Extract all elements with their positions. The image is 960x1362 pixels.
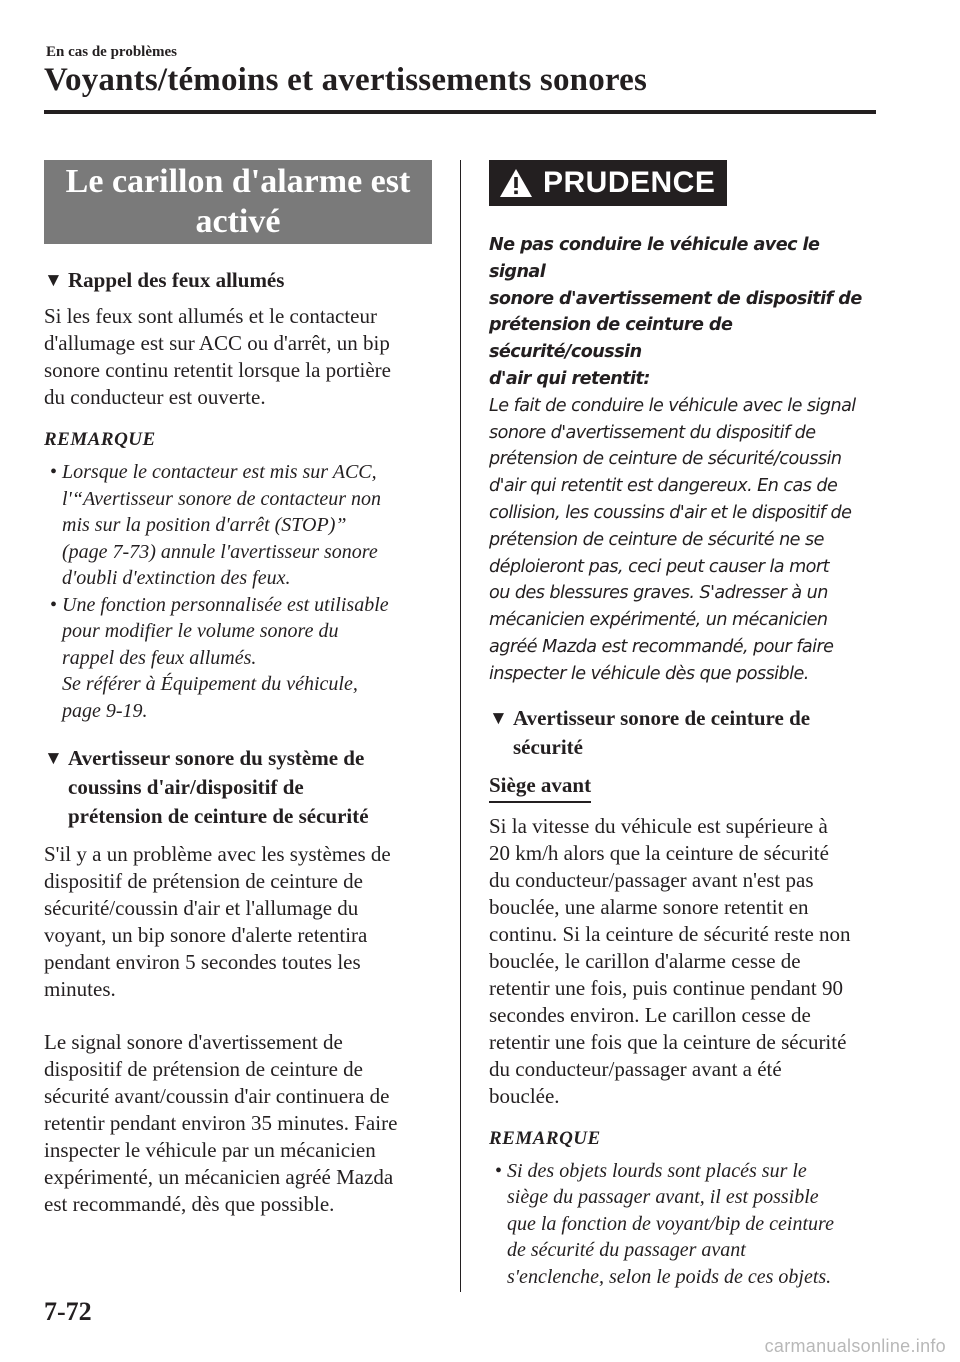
section-title-line: activé [195,203,281,240]
warning-triangle-icon [499,168,533,198]
warning-label: PRUDENCE [543,166,716,199]
text-line: bouclée, une alarme sonore retentit en [489,894,809,919]
watermark: carmanualsonline.info [764,1336,946,1356]
text-line: secondes environ. Le carillon cesse de [489,1002,811,1027]
text-line: d'oubli d'extinction des feux. [62,567,291,589]
page-number: 7-72 [44,1297,92,1326]
warning-bold-line: Ne pas conduire le véhicule avec le signal [489,235,820,282]
text-line: bouclée, le carillon d'alarme cesse de [489,948,801,973]
bullet: • [50,461,58,483]
warning-line: prétension de ceinture de sécurité/coussin [489,449,842,470]
text-line: du conducteur/passager avant n'est pas [489,867,814,892]
warning-line: ou des blessures graves. S'adresser à un [489,583,828,604]
section-title-box [44,160,432,244]
text-line: rappel des feux allumés. [62,646,257,669]
text-line: page 9-19. [62,699,148,722]
text-line: dispositif de prétension de ceinture de [44,869,363,893]
text-line: que la fonction de voyant/bip de ceinture [507,1212,834,1235]
text-line: Une fonction personnalisée est utilisable [62,593,389,616]
text-line: est recommandé, dès que possible. [44,1192,335,1216]
paragraph-seatbelt [489,813,881,1110]
warning-line: collision, les coussins d'air et le dispositif de [489,502,852,523]
text-line: expérimenté, un mécanicien agréé Mazda [44,1165,394,1189]
warning-line: agréé Mazda est recommandé, pour faire [489,636,834,657]
note-item [44,459,436,592]
bullet: • [50,593,58,616]
text-line: Se référer à Équipement du véhicule, [62,673,358,695]
text-line: s'enclenche, selon le poids de ces objets. [507,1265,832,1288]
triangle-down-icon: ▼ [489,707,508,729]
text-line: inspecter le véhicule par un mécanicien [44,1138,376,1162]
breadcrumb: En cas de problèmes [46,44,177,60]
paragraph-lights [44,303,436,411]
text-line: S'il y a un problème avec les systèmes de [44,842,391,866]
triangle-down-icon: ▼ [44,748,63,769]
title-rule [44,110,876,114]
text-line: sécurité avant/coussin d'air continuera de [44,1084,390,1108]
text-line: du conducteur/passager avant a été [489,1056,782,1081]
text-line: Le signal sonore d'avertissement de [44,1030,343,1054]
warning-line: mécanicien expérimenté, un mécanicien [489,610,828,631]
text-line: mis sur la position d'arrêt (STOP)” [62,514,347,536]
warning-line: inspecter le véhicule dès que possible. [489,663,809,684]
warning-line: prétension de ceinture de sécurité ne se [489,529,824,550]
warning-line: déploieront pas, ceci peut causer la mort [489,556,829,577]
note-item [489,1158,881,1291]
left-column [44,160,436,1218]
subsection-heading-text: prétension de ceinture de sécurité [68,804,369,828]
warning-line: Le fait de conduire le véhicule avec le signal [489,395,856,416]
note-label: REMARQUE [44,429,156,450]
subsection-heading-text: Avertisseur sonore du système de [68,746,365,770]
subsection-heading-seatbelt [489,704,881,762]
page-title: Voyants/témoins et avertissements sonores [44,62,648,98]
warning-badge [489,160,727,206]
paragraph-airbag-2 [44,1029,436,1218]
warning-bold-line: d'air qui retentit: [489,368,650,389]
text-line: pendant environ 5 secondes toutes les [44,950,361,974]
subsection-heading-text: Rappel des feux allumés [68,268,285,292]
text-line: voyant, un bip sonore d'alerte retentira [44,923,368,947]
warning-line: d'air qui retentit est dangereux. En cas de [489,476,838,497]
text-line: Si les feux sont allumés et le contacteur [44,304,377,328]
front-seat-heading [489,772,881,803]
text-line: du conducteur est ouverte. [44,385,266,409]
warning-line: sonore d'avertissement du dispositif de [489,422,816,443]
note-label: REMARQUE [489,1127,601,1149]
column-divider [460,160,461,1292]
text-line: sonore continu retentit lorsque la portière [44,358,391,382]
right-column [489,160,881,1290]
text-line: pour modifier le volume sonore du [62,620,339,642]
subsection-heading-text: sécurité [513,734,583,759]
text-line: Si la vitesse du véhicule est supérieure à [489,813,828,838]
note-item [44,592,436,725]
warning-bold-line: sonore d'avertissement de dispositif de [489,288,862,309]
text-line: retentir une fois, puis continue pendant 90 [489,975,843,1000]
text-line: de sécurité du passager avant [507,1239,746,1262]
text-line: Si des objets lourds sont placés sur le [507,1159,807,1182]
subsection-heading-text: Avertisseur sonore de ceinture de [513,705,811,730]
text-line: (page 7-73) annule l'avertisseur sonore [62,540,378,563]
text-line: Lorsque le contacteur est mis sur ACC, [62,461,377,483]
warning-text [489,232,881,688]
bullet: • [495,1159,503,1182]
text-line: retentir pendant environ 35 minutes. Faire [44,1111,398,1135]
text-line: minutes. [44,977,116,1001]
text-line: d'allumage est sur ACC ou d'arrêt, un bip [44,331,390,355]
text-line: siège du passager avant, il est possible [507,1186,819,1209]
text-line: sécurité/coussin d'air et l'allumage du [44,896,359,920]
text-line: 20 km/h alors que la ceinture de sécurité [489,840,829,865]
subsection-heading-text: coussins d'air/dispositif de [68,775,304,799]
subsection-heading-airbag [44,744,436,831]
text-line: retentir une fois que la ceinture de sécurité [489,1029,847,1054]
section-title-line: Le carillon d'alarme est [65,163,411,200]
text-line: l'“Avertisseur sonore de contacteur non [62,487,382,510]
text-line: dispositif de prétension de ceinture de [44,1057,363,1081]
warning-bold-line: prétension de ceinture de sécurité/coussin [489,315,733,363]
triangle-down-icon: ▼ [44,270,63,291]
subsection-heading-lights [44,266,436,295]
paragraph-airbag-1 [44,841,436,1003]
text-line: bouclée. [489,1083,560,1108]
front-seat-label: Siège avant [489,772,591,803]
text-line: continu. Si la ceinture de sécurité reste non [489,921,851,946]
